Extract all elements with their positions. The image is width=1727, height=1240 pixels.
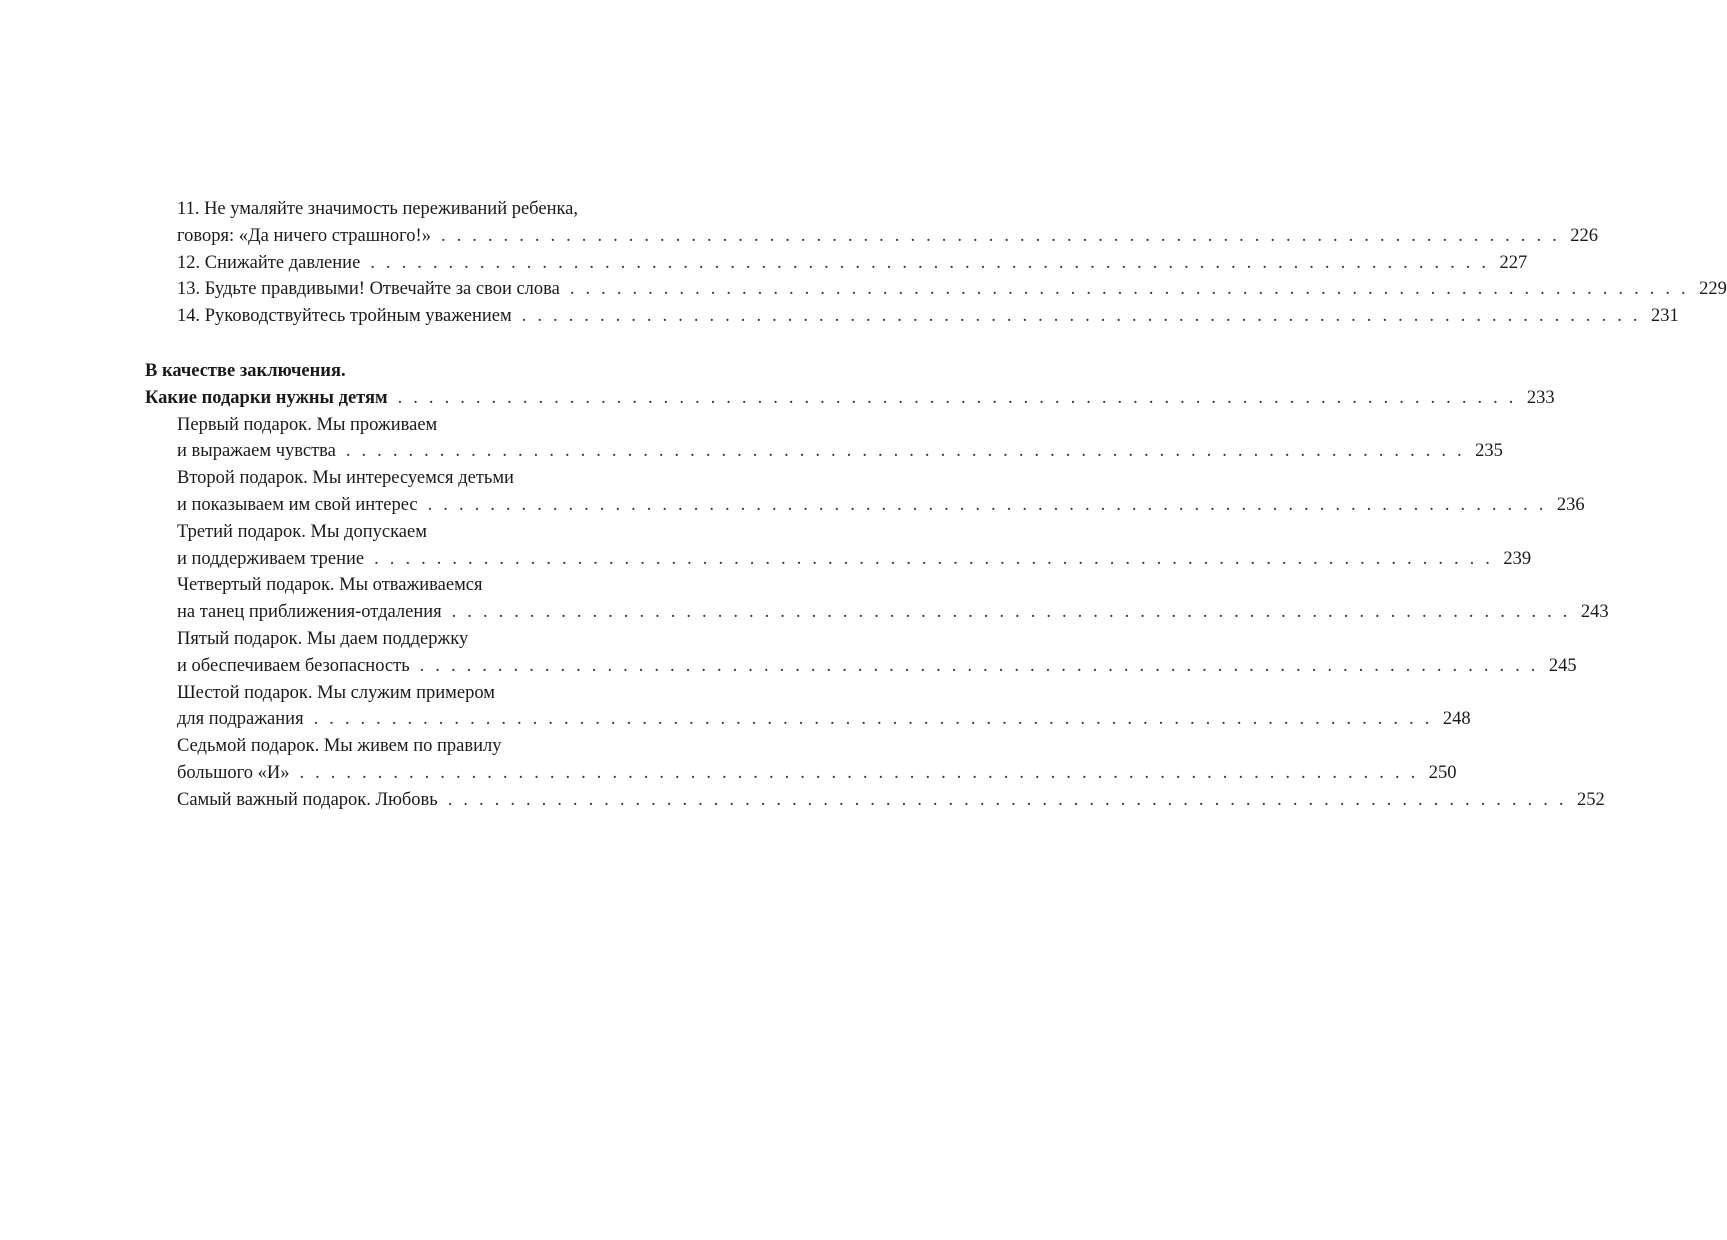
dot-leader: . . . . . . . . . . . . . . . . . . . . . . . . . . . . . . . . . . . . . . . . . . . . . . . . . . . . . . . . . . . . . . . . . . . . . . . . (521, 306, 1641, 327)
toc-page-number: 227 (1499, 252, 1528, 273)
toc-entry-title: Самый важный подарок. Любовь (177, 789, 438, 810)
toc-page-number: 233 (1526, 387, 1555, 408)
toc-entry-gift-4[interactable] (145, 572, 1609, 626)
toc-entry-line (145, 519, 675, 546)
toc-entry-line (145, 465, 675, 492)
toc-entry-title: Третий подарок. Мы допускаем (177, 521, 427, 542)
dot-leader: . . . . . . . . . . . . . . . . . . . . . . . . . . . . . . . . . . . . . . . . . . . . . . . . . . . . . . . . . . . . . . . . . . . . . . . . (374, 548, 1494, 569)
toc-page-number: 252 (1576, 789, 1605, 810)
toc-entry-line (145, 599, 1609, 626)
toc-entry-gift-5[interactable] (145, 626, 1577, 680)
toc-page-number: 226 (1570, 225, 1598, 246)
toc-entry-line (145, 276, 1727, 303)
dot-leader: . . . . . . . . . . . . . . . . . . . . . . . . . . . . . . . . . . . . . . . . . . . . . . . . . . . . . . . . . . . . . . . . . . . . . . . . (447, 789, 1567, 810)
toc-entry-conclusion[interactable] (145, 358, 1555, 412)
toc-page-number: 235 (1475, 441, 1503, 462)
toc-heading-line (145, 385, 1555, 412)
dot-leader: . . . . . . . . . . . . . . . . . . . . . . . . . . . . . . . . . . . . . . . . . . . . . . . . . . . . . . . . . . . . . . . . . . . . . . . . (370, 252, 1490, 273)
dot-leader: . . . . . . . . . . . . . . . . . . . . . . . . . . . . . . . . . . . . . . . . . . . . . . . . . . . . . . . . . . . . . . . . . . . . . . . . (313, 709, 1433, 730)
toc-entry-line (145, 412, 675, 439)
dot-leader: . . . . . . . . . . . . . . . . . . . . . . . . . . . . . . . . . . . . . . . . . . . . . . . . . . . . . . . . . . . . . . . . . . . . . . . . (427, 494, 1547, 515)
toc-entry-line (145, 196, 675, 223)
dot-leader: . . . . . . . . . . . . . . . . . . . . . . . . . . . . . . . . . . . . . . . . . . . . . . . . . . . . . . . . . . . . . . . . . . . . . . . . (397, 387, 1517, 408)
toc-entry-line (145, 733, 675, 760)
toc-entry-13[interactable] (145, 276, 1727, 303)
toc-entry-line (145, 760, 1457, 787)
toc-entry-gift-6[interactable] (145, 680, 1471, 734)
toc-entry-line (145, 626, 675, 653)
toc-page-number: 229 (1699, 279, 1727, 300)
toc-entry-title: и выражаем чувства (177, 441, 336, 462)
toc-entry-line (145, 303, 1679, 330)
dot-leader: . . . . . . . . . . . . . . . . . . . . . . . . . . . . . . . . . . . . . . . . . . . . . . . . . . . . . . . . . . . . . . . . . . . . . . . . (299, 762, 1419, 783)
toc-entry-14[interactable] (145, 303, 1679, 330)
toc-entry-11[interactable] (145, 196, 1598, 250)
toc-entry-line (145, 223, 1598, 250)
toc-entry-gift-1[interactable] (145, 412, 1503, 466)
toc-page-number: 248 (1442, 709, 1471, 730)
toc-entry-title: 13. Будьте правдивыми! Отвечайте за свои слова (177, 279, 560, 300)
toc-heading-line (145, 358, 675, 385)
dot-leader: . . . . . . . . . . . . . . . . . . . . . . . . . . . . . . . . . . . . . . . . . . . . . . . . . . . . . . . . . . . . . . . . . . . . . . . . (419, 655, 1539, 676)
toc-entry-title: Второй подарок. Мы интересуемся детьми (177, 468, 514, 489)
toc-entry-line (145, 787, 1605, 814)
toc-entry-line (145, 706, 1471, 733)
dot-leader: . . . . . . . . . . . . . . . . . . . . . . . . . . . . . . . . . . . . . . . . . . . . . . . . . . . . . . . . . . . . . . . . . . . . . . . . (440, 225, 1560, 246)
toc-entry-title: на танец приближения-отдаления (177, 602, 442, 623)
toc-entry-title: 11. Не умаляйте значимость переживаний ребенка, (177, 199, 579, 219)
toc-entry-line (145, 572, 675, 599)
toc-page-number: 236 (1556, 494, 1585, 515)
toc-entry-line (145, 653, 1577, 680)
toc-entry-line (145, 680, 675, 707)
toc-page-number: 250 (1428, 762, 1457, 783)
toc-page-number: 231 (1650, 306, 1679, 327)
toc-entry-gift-love[interactable] (145, 787, 1605, 814)
toc-entry-title: и поддерживаем трение (177, 548, 365, 569)
toc-entry-title: большого «И» (177, 762, 290, 783)
dot-leader: . . . . . . . . . . . . . . . . . . . . . . . . . . . . . . . . . . . . . . . . . . . . . . . . . . . . . . . . . . . . . . . . . . . . . . . . (569, 279, 1689, 300)
toc-heading-title: В качестве заключения. (145, 360, 346, 381)
toc-page-number: 243 (1580, 602, 1609, 623)
toc-entry-title: говоря: «Да ничего страшного!» (177, 225, 431, 246)
table-of-contents (145, 196, 1727, 814)
toc-entry-line (145, 438, 1503, 465)
toc-heading-title: Какие подарки нужны детям (145, 387, 388, 408)
dot-leader: . . . . . . . . . . . . . . . . . . . . . . . . . . . . . . . . . . . . . . . . . . . . . . . . . . . . . . . . . . . . . . . . . . . . . . . . (345, 441, 1465, 462)
toc-entry-title: Первый подарок. Мы проживаем (177, 414, 438, 435)
toc-entry-title: 12. Снижайте давление (177, 252, 361, 273)
toc-entry-title: 14. Руководствуйтесь тройным уважением (177, 306, 512, 327)
toc-entry-gift-2[interactable] (145, 465, 1585, 519)
toc-entry-gift-3[interactable] (145, 519, 1532, 573)
toc-entry-line (145, 546, 1532, 573)
toc-entry-title: Пятый подарок. Мы даем поддержку (177, 628, 469, 649)
toc-entry-title: и показываем им свой интерес (177, 494, 418, 515)
toc-entry-gift-7[interactable] (145, 733, 1457, 787)
toc-entry-line (145, 492, 1585, 519)
toc-entry-title: и обеспечиваем безопасность (177, 655, 410, 676)
toc-entry-title: Седьмой подарок. Мы живем по правилу (177, 736, 502, 757)
toc-page-number: 245 (1548, 655, 1577, 676)
toc-entry-title: Шестой подарок. Мы служим примером (177, 682, 495, 703)
toc-page-number: 239 (1503, 548, 1532, 569)
toc-entry-title: для подражания (177, 709, 304, 730)
dot-leader: . . . . . . . . . . . . . . . . . . . . . . . . . . . . . . . . . . . . . . . . . . . . . . . . . . . . . . . . . . . . . . . . . . . . . . . . (451, 602, 1571, 623)
toc-entry-12[interactable] (145, 250, 1528, 277)
toc-entry-title: Четвертый подарок. Мы отваживаемся (177, 575, 483, 596)
section-gap (145, 330, 675, 358)
toc-entry-line (145, 250, 1528, 277)
